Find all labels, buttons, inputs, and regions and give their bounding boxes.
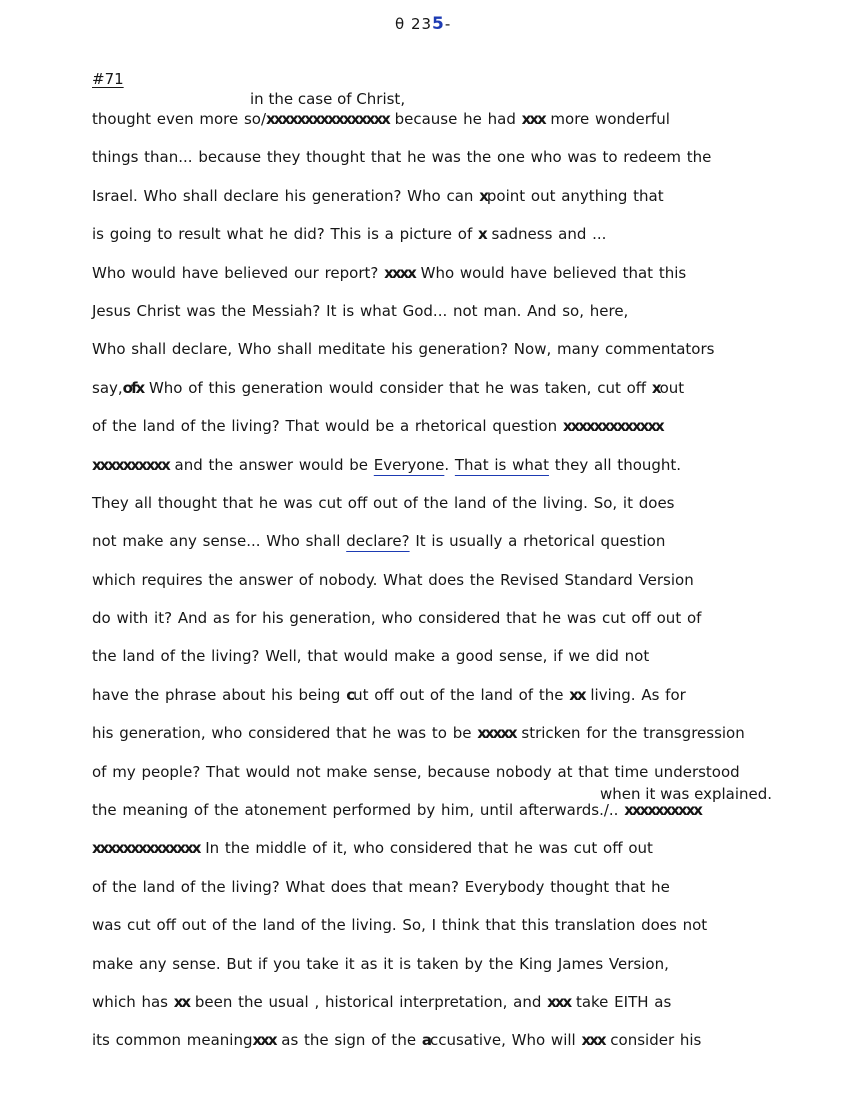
struck-out-text: xxxxxxxxxxxxx	[562, 417, 663, 436]
handwritten-insert: in the case of Christ,	[250, 90, 406, 108]
typed-insert: when it was explained.	[600, 785, 773, 803]
struck-out-text: xxx	[252, 1031, 276, 1050]
struck-out-text: xxxxx	[477, 724, 516, 743]
struck-out-text: xxxxxxxxxx	[624, 801, 701, 820]
text-line: They all thought that he was cut off out of the land of the living. So, it does	[92, 493, 675, 512]
text-line: not make any sense... Who shall declare? It is usually a rhetorical question	[92, 532, 666, 551]
text-line: things than... because they thought that he was the one who was to redeem the	[92, 148, 712, 167]
struck-out-text: xxx	[547, 992, 571, 1011]
page-number-correction: 5	[432, 14, 445, 34]
struck-out-text: xx	[173, 992, 190, 1011]
text-line: the land of the living? Well, that would make a good sense, if we did not	[92, 647, 650, 666]
struck-out-text: xxxxxxxxxxxxxx	[92, 839, 200, 858]
text-line: thought even more so/xxxxxxxxxxxxxxxx because he had xxx more wonderful	[92, 110, 670, 128]
text-line: do with it? And as for his generation, who considered that he was cut off out of	[92, 609, 702, 628]
underlined-text: Everyone	[373, 455, 445, 474]
struck-out-text: x	[478, 225, 486, 244]
text-line: is going to result what he did? This is a picture of x sadness and ...	[92, 225, 607, 244]
struck-out-text: xxx	[581, 1031, 605, 1050]
text-line: Israel. Who shall declare his generation? Who can xpoint out anything that	[92, 186, 664, 205]
struck-out-text: xxxxxxxxxxxxxxxx	[266, 110, 389, 128]
struck-out-text: x	[479, 186, 487, 205]
struck-out-text: x	[651, 378, 660, 397]
text-line: of my people? That would not make sense, because nobody at that time understood	[92, 762, 740, 781]
struck-out-text: c	[346, 685, 354, 704]
struck-out-text: a	[421, 1031, 430, 1050]
text-line: say,ofx Who of this generation would consider that he was taken, cut off xout	[92, 378, 685, 397]
section-number: #71	[92, 70, 124, 88]
text-line: Who shall declare, Who shall meditate his generation? Now, many commentators	[92, 340, 715, 359]
body-text	[92, 109, 822, 1069]
page-number: θ 235-	[395, 14, 452, 34]
struck-out-text: xx	[569, 685, 585, 704]
text-line: his generation, who considered that he was to be xxxxx stricken for the transgression	[92, 724, 745, 743]
text-line: xxxxxxxxxxxxxx In the middle of it, who considered that he was cut off out	[92, 839, 653, 858]
text-line: xxxxxxxxxx and the answer would be Everyone. That is what they all thought.	[92, 455, 682, 474]
text-line: of the land of the living? What does that mean? Everybody thought that he	[92, 877, 670, 896]
underlined-text: That is what	[454, 455, 549, 474]
text-line: Jesus Christ was the Messiah? It is what God... not man. And so, here,	[92, 301, 629, 320]
text-line: was cut off out of the land of the living. So, I think that this translation does not	[92, 916, 708, 935]
struck-out-text: ofx	[122, 378, 144, 397]
text-line: make any sense. But if you take it as it is taken by the King James Version,	[92, 954, 669, 973]
struck-out-text: xxx	[521, 110, 545, 128]
text-line: have the phrase about his being cut off out of the land of the xx living. As for	[92, 685, 686, 704]
text-line: its common meaningxxx as the sign of the accusative, Who will xxx consider his	[92, 1031, 702, 1050]
struck-out-text: xxxx	[384, 263, 415, 282]
text-line: which requires the answer of nobody. What does the Revised Standard Version	[92, 570, 694, 589]
struck-out-text: xxxxxxxxxx	[92, 455, 169, 474]
text-line: the meaning of the atonement performed by him, until afterwards./.. xxxxxxxxxx	[92, 801, 701, 820]
text-line: which has xx been the usual , historical interpretation, and xxx take EITH as	[92, 992, 672, 1011]
text-line: Who would have believed our report? xxxx Who would have believed that this	[92, 263, 687, 282]
underlined-text: declare?	[346, 532, 410, 551]
text-line: of the land of the living? That would be a rhetorical question xxxxxxxxxxxxx	[92, 417, 663, 436]
